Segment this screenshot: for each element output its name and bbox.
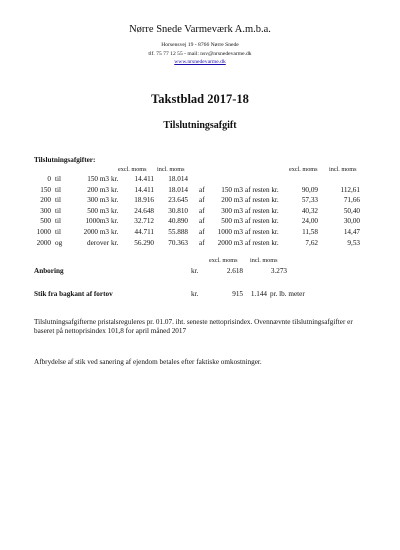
table-cell-incl: 55.888 [168, 228, 188, 236]
table-cell-from: 300 [40, 206, 51, 215]
table-cell-af: af [199, 185, 205, 194]
column-header-excl: excl. moms [118, 166, 147, 173]
price-regulation-paragraph: Tilslutningsafgifterne pristalsreguleres pr. 01.07. iht. seneste nettoprisindex. Ovennævnte tilslutningsafgifter er baseret på nettoprisindex 101,8 for april måned 2017 [34, 318, 353, 336]
table-cell-excl2: 57,33 [301, 196, 318, 205]
extra-header-excl: excl. moms [209, 257, 238, 264]
table-cell-af: af [199, 196, 205, 205]
table-cell-rest: af resten kr. [245, 217, 279, 226]
table-cell-range: 2000 m3 [217, 238, 243, 247]
table-cell-from: 2000 [36, 238, 51, 247]
table-cell-incl2: 112,61 [340, 185, 360, 194]
table-cell-from: 150 [40, 185, 51, 194]
table-cell-af: af [199, 228, 205, 236]
table-cell-til: til [55, 217, 61, 226]
anboring-incl: 3.273 [270, 267, 287, 275]
table-cell-kr: kr. [111, 196, 119, 205]
table-cell-til: til [55, 185, 61, 194]
anboring-kr: kr. [191, 267, 199, 275]
table-cell-excl: 18.916 [134, 196, 154, 205]
stik-label: Stik fra bagkant af fortov [34, 290, 113, 298]
document-subtitle: Tilslutningsafgift [163, 120, 237, 131]
anboring-excl: 2.618 [226, 267, 243, 275]
table-cell-incl2: 14,47 [343, 228, 360, 236]
table-cell-af: af [199, 238, 205, 247]
table-cell-rest: af resten kr. [245, 228, 279, 236]
table-cell-to: derover [87, 238, 109, 247]
table-cell-incl2: 30,00 [343, 217, 360, 226]
table-cell-til: til [55, 206, 61, 215]
table-cell-rest: af resten kr. [245, 185, 279, 194]
table-cell-excl2: 24,00 [301, 217, 318, 226]
table-cell-excl: 32.712 [134, 217, 154, 226]
table-cell-til: til [55, 228, 61, 236]
table-cell-kr: kr. [111, 228, 119, 236]
table-cell-kr: kr. [111, 217, 119, 226]
table-cell-incl: 23.645 [168, 196, 188, 205]
table-cell-to: 1000m3 [85, 217, 109, 226]
table-cell-excl: 14.411 [134, 185, 154, 194]
table-cell-incl2: 50,40 [343, 206, 360, 215]
stik-excl: 915 [232, 290, 243, 298]
company-address: Horsensvej 19 - 8766 Nørre Snede [161, 42, 239, 48]
table-cell-til: og [55, 238, 63, 247]
table-cell-range: 150 m3 [221, 185, 243, 194]
table-cell-excl2: 40,32 [301, 206, 318, 215]
disconnection-paragraph: Afbrydelse af stik ved sanering af ejendom betales efter faktiske omkostninger. [34, 358, 262, 366]
stik-kr: kr. [191, 290, 199, 298]
table-cell-rest: af resten kr. [245, 206, 279, 215]
table-cell-af: af [199, 206, 205, 215]
table-cell-kr: kr. [111, 238, 119, 247]
table-cell-rest: af resten kr. [245, 196, 279, 205]
table-cell-from: 1000 [36, 228, 51, 236]
table-cell-to: 2000 m3 [83, 228, 109, 236]
table-cell-kr: kr. [111, 185, 119, 194]
table-cell-excl2: 11,58 [302, 228, 318, 236]
table-cell-from: 0 [47, 175, 51, 183]
table-cell-excl2: 7,62 [305, 238, 318, 247]
table-cell-kr: kr. [111, 206, 119, 215]
company-contact: tlf. 75 77 12 55 - mail: nsv@nrsnedevarme.dk [148, 50, 252, 57]
extra-header-incl: incl. moms [250, 257, 278, 264]
table-cell-to: 300 m3 [87, 196, 109, 205]
table-cell-incl2: 9,53 [347, 238, 360, 247]
table-cell-af: af [199, 217, 205, 226]
table-cell-range: 300 m3 [221, 206, 243, 215]
document-title: Takstblad 2017-18 [151, 92, 249, 106]
table-cell-excl: 44.711 [134, 228, 154, 236]
column-header-excl-rest: excl. moms [289, 166, 318, 173]
section-heading: Tilslutningsafgifter: [34, 156, 96, 164]
table-cell-rest: af resten kr. [245, 238, 279, 247]
table-cell-excl: 56.290 [134, 238, 154, 247]
table-cell-incl: 30.810 [168, 206, 188, 215]
stik-incl: 1.144 [250, 290, 267, 298]
company-name: Nørre Snede Varmeværk A.m.b.a. [129, 24, 271, 35]
table-cell-kr: kr. [111, 175, 119, 183]
table-cell-excl: 14.411 [134, 175, 154, 183]
table-cell-incl2: 71,66 [343, 196, 360, 205]
stik-unit: pr. lb. meter [270, 290, 305, 298]
table-cell-to: 150 m3 [87, 175, 109, 183]
table-cell-incl: 70.363 [168, 238, 188, 247]
table-cell-incl: 40.890 [168, 217, 188, 226]
table-cell-range: 1000 m3 [217, 228, 243, 236]
company-website-link[interactable]: www.nrsnedevarme.dk [174, 59, 226, 65]
table-cell-til: til [55, 196, 61, 205]
table-cell-range: 500 m3 [221, 217, 243, 226]
table-cell-range: 200 m3 [221, 196, 243, 205]
column-header-incl-rest: incl. moms [329, 166, 357, 173]
table-cell-til: til [55, 175, 61, 183]
table-cell-to: 200 m3 [87, 185, 109, 194]
table-cell-incl: 18.014 [168, 185, 188, 194]
table-cell-to: 500 m3 [87, 206, 109, 215]
table-cell-from: 500 [40, 217, 51, 226]
column-header-incl: incl. moms [157, 166, 185, 173]
table-cell-incl: 18.014 [168, 175, 188, 183]
table-cell-excl: 24.648 [134, 206, 154, 215]
anboring-label: Anboring [34, 267, 64, 275]
table-cell-excl2: 90,09 [301, 185, 318, 194]
table-cell-from: 200 [40, 196, 51, 205]
